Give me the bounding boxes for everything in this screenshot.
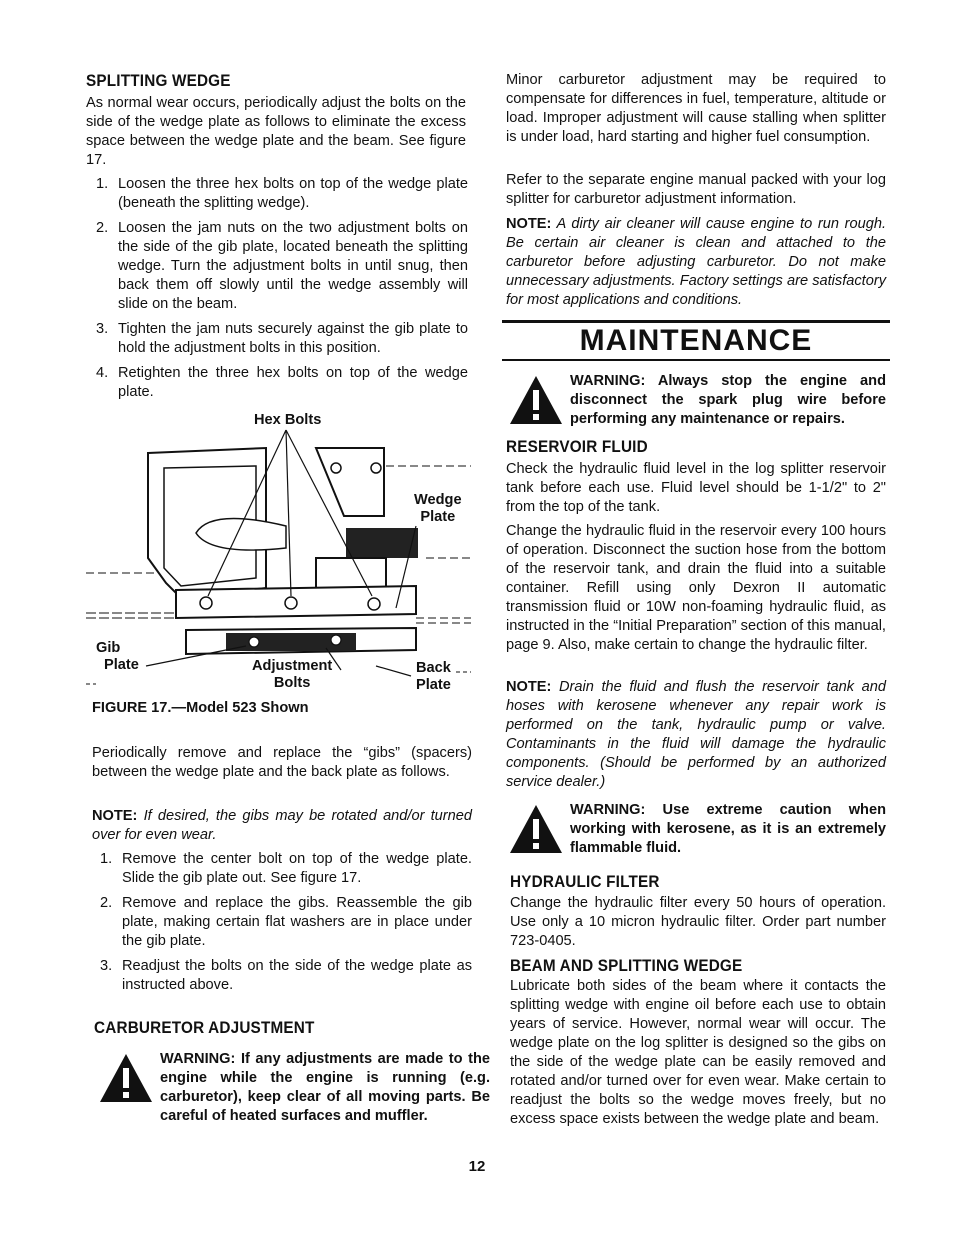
carburetor-text-1: Minor carburetor adjustment may be required to compensate for differences in fuel, temperature, altitude or load. Improper adjustment will cause stalling when splitter is under load, hard starting and higher fuel consumption. [506,72,886,145]
gibs-note: NOTE: If desired, the gibs may be rotated and/or turned over for even wear. [92,808,472,843]
maintenance-title: MAINTENANCE [579,324,813,357]
figure-17 [86,408,478,698]
adjustment-bolts-label: Adjustment Bolts [252,658,333,691]
beam-text: Lubricate both sides of the beam where it contacts the splitting wedge with engine oil before each use to obtain years of service. However, normal wear will occur. The wedge plate on the log splitter is designed so the gibs on the side of the wedge plate can be easily removed and rotated and/or turned over for even wear. Make certain to readjust the bolts so the wedge moves freely, but no excess space exists between the wedge plate and beam. [510,978,886,1127]
carburetor-warning: WARNING: If any adjustments are made to the engine while the engine is running (e.g. carburetor), keep clear of all moving parts. Be careful of heated surfaces and muffler. [98,1050,490,1126]
gibs-intro: Periodically remove and replace the “gibs” (spacers) between the wedge plate and the back plate as follows. [92,745,472,780]
splitting-steps [86,175,468,402]
back-plate-label: Back Plate [416,660,451,693]
warning-icon [98,1052,154,1104]
list-item: 1. Loosen the three hex bolts on top of the wedge plate (beneath the splitting wedge). [96,176,468,211]
maintenance-rule-top [502,320,890,323]
hydraulic-filter-heading: HYDRAULIC FILTER [510,872,660,891]
warning-icon [508,374,564,426]
reservoir-fluid-heading: RESERVOIR FLUID [506,437,648,456]
reservoir-note: NOTE: Drain the fluid and flush the reservoir tank and hoses with kerosene whenever any repair work is performed on the tank, hydraulic pump or valve. Contaminants in the fluid will damage the hydraulic components. (Should be performed by an authorized service dealer.) [506,679,886,790]
list-item: 1. Remove the center bolt on top of the wedge plate. Slide the gib plate out. See figure 17. [100,851,472,886]
list-item: 3. Readjust the bolts on the side of the wedge plate as instructed above. [100,958,472,993]
figure-caption: FIGURE 17.—Model 523 Shown [92,700,309,716]
hydraulic-filter-text: Change the hydraulic filter every 50 hours of operation. Use only a 10 micron hydraulic filter. Order part number 723-0405. [510,895,886,949]
splitting-wedge-intro: As normal wear occurs, periodically adjust the bolts on the side of the wedge plate as follows to eliminate the excess space between the wedge plate and the beam. See figure 17. [86,95,466,168]
reservoir-text-2: Change the hydraulic fluid in the reservoir every 100 hours of operation. Disconnect the suction hose from the bottom of the reservoir tank, and drain the fluid into a suitable container. Refill using only Dexron II automatic transmission fluid or 10W non-foaming hydraulic fluid, as instructed in the “Initial Preparation” section of this manual, page 9. Also, make certain to change the hydraulic filter. [506,523,886,653]
maintenance-warning: WARNING: Always stop the engine and disconnect the spark plug wire before performing any maintenance or repairs. [508,372,886,429]
carburetor-text-2: Refer to the separate engine manual packed with your log splitter for carburetor adjustment information. [506,172,886,207]
carburetor-heading: CARBURETOR ADJUSTMENT [94,1018,315,1037]
list-item: 3. Tighten the jam nuts securely against the gib plate to hold the adjustment bolts in this position. [96,321,468,356]
list-item: 2. Loosen the jam nuts on the two adjustment bolts on the side of the gib plate, located beneath the splitting wedge. Turn the adjustment bolts in until snug, then back them off slowly until the wedge assembly will slide on the beam. [96,220,468,312]
list-item: 2. Remove and replace the gibs. Reassemble the gib plate, making certain flat washers are in place under the gib plate. [100,895,472,949]
page-number: 12 [468,1158,486,1175]
list-item: 4. Retighten the three hex bolts on top of the wedge plate. [96,365,468,400]
hex-bolts-label: Hex Bolts [254,412,322,428]
beam-heading: BEAM AND SPLITTING WEDGE [510,956,743,975]
warning-icon [508,803,564,855]
wedge-diagram [86,408,478,698]
splitting-wedge-heading: SPLITTING WEDGE [86,71,231,90]
reservoir-text-1: Check the hydraulic fluid level in the log splitter reservoir tank before each use. Fluid level should be 1-1/2" to 2" from the top of the tank. [506,461,886,515]
gib-plate-label: Gib Plate [96,640,139,673]
kerosene-warning: WARNING: Use extreme caution when working with kerosene, as it is an extremely flammable fluid. [508,801,886,858]
maintenance-rule-bottom [502,359,890,361]
wedge-plate-label: Wedge Plate [414,492,462,525]
carburetor-note: NOTE: A dirty air cleaner will cause engine to run rough. Be certain air cleaner is clean and attached to the carburetor before adjusting carburetor. Do not make unnecessary adjustments. Factory settings are satisfactory for most applications and conditions. [506,216,886,308]
gib-steps [86,850,472,995]
